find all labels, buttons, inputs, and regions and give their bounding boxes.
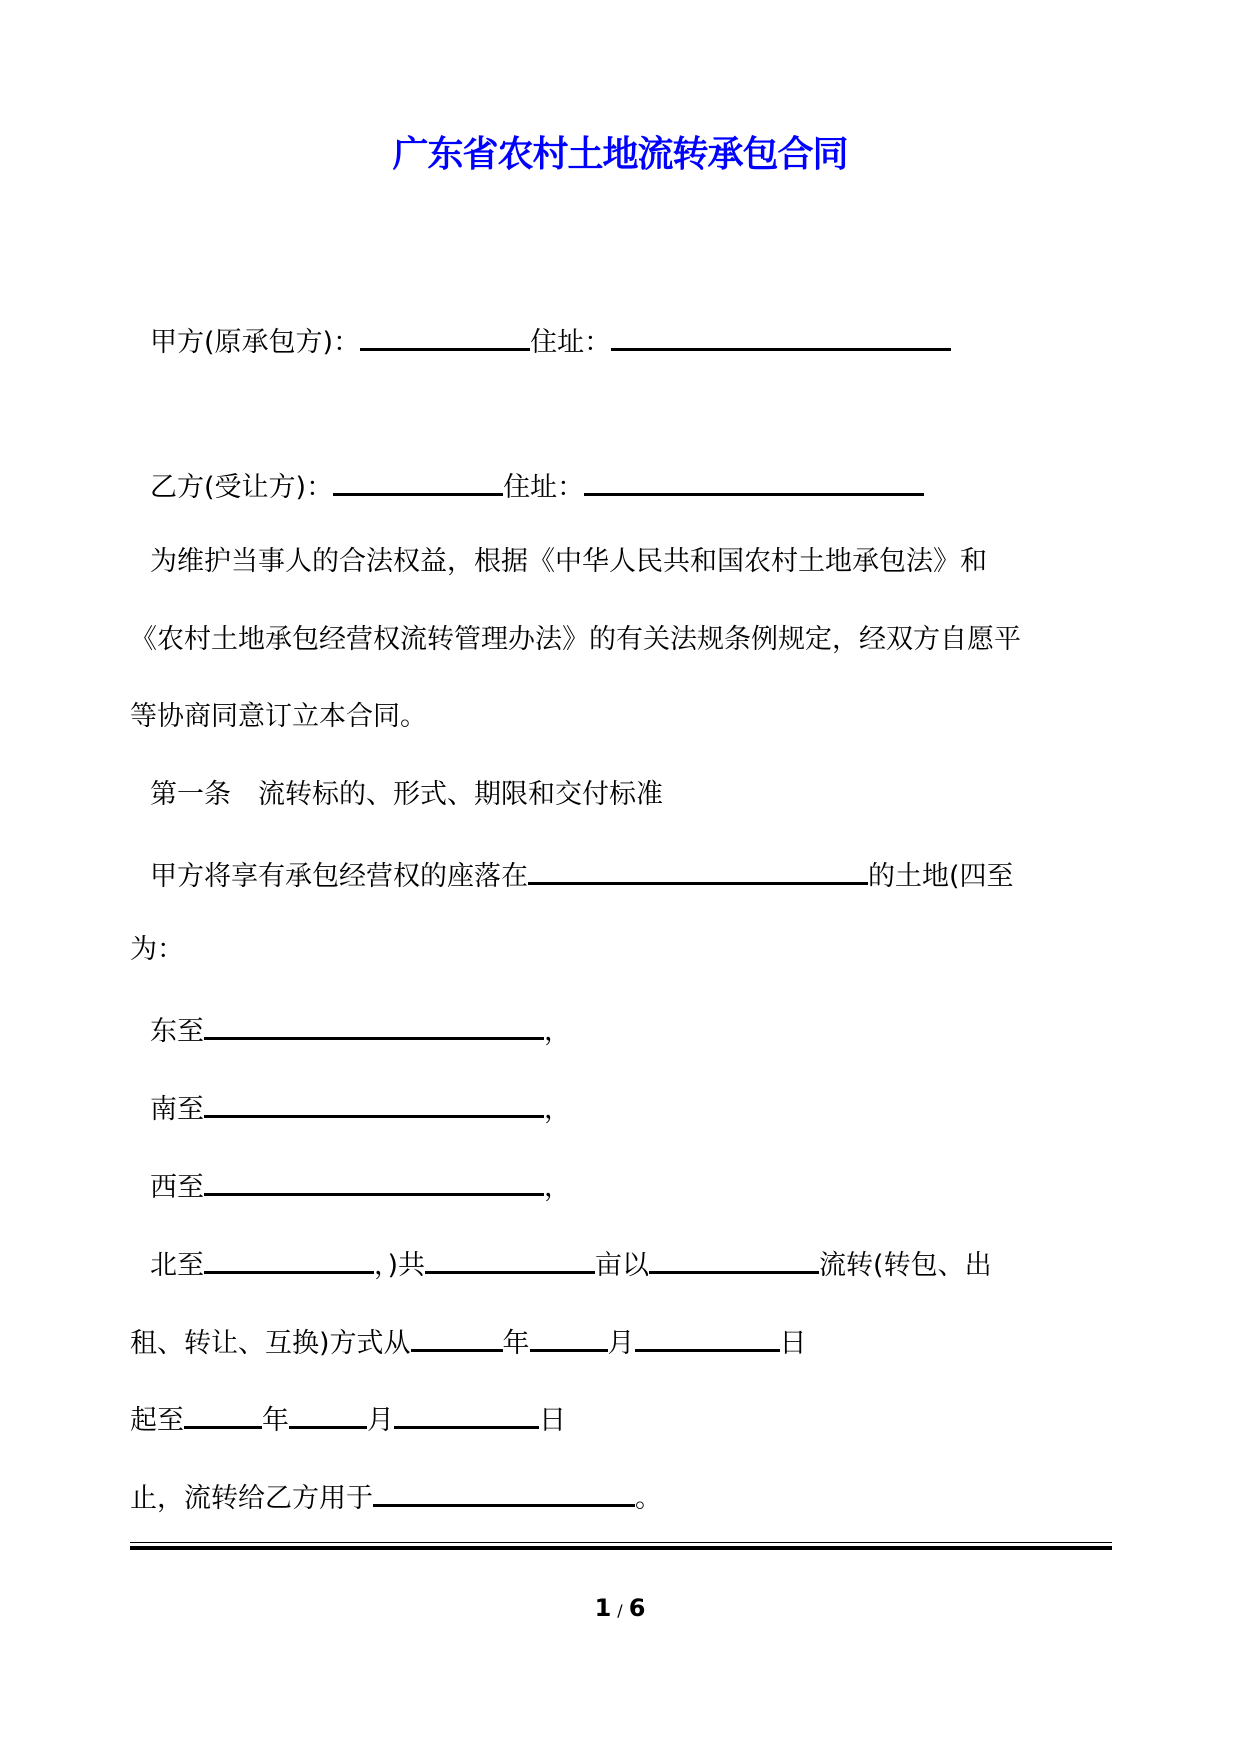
west-label: 西至 (150, 1172, 204, 1203)
footer-rule-thick (130, 1546, 1112, 1550)
end-day-field[interactable] (394, 1397, 539, 1429)
start-year-label: 年 (502, 1328, 530, 1359)
footer-rule-thin (130, 1542, 1112, 1543)
end-month-label: 月 (367, 1405, 394, 1436)
current-page: 1 (594, 1594, 612, 1622)
party-a-name-field[interactable] (360, 319, 530, 351)
north-after: ，)共 (374, 1250, 426, 1281)
start-date-line (130, 1320, 807, 1364)
end-date-line (130, 1397, 566, 1441)
party-a-label: 甲方(原承包方)： (150, 327, 361, 358)
west-field[interactable] (204, 1164, 544, 1196)
end-year-label: 年 (262, 1405, 289, 1436)
east-line (150, 1008, 571, 1052)
page-separator: / (617, 1601, 623, 1620)
location-prefix: 甲方将享有承包经营权的座落在 (150, 861, 528, 892)
page-number (0, 1594, 1240, 1622)
transfer-method-field[interactable] (649, 1242, 819, 1274)
party-b-label: 乙方(受让方)： (150, 472, 334, 503)
location-field[interactable] (528, 853, 868, 885)
party-b-line (150, 464, 924, 508)
east-comma: ， (544, 1016, 571, 1047)
start-month-field[interactable] (530, 1320, 608, 1352)
south-comma: ， (544, 1094, 571, 1125)
location-line (150, 853, 1014, 897)
west-comma: ， (544, 1172, 571, 1203)
north-field[interactable] (204, 1242, 374, 1274)
north-line (150, 1242, 992, 1286)
area-mu-field[interactable] (425, 1242, 595, 1274)
party-b-address-field[interactable] (584, 464, 924, 496)
south-label: 南至 (150, 1094, 204, 1125)
document-title: 广东省农村土地流转承包合同 (392, 134, 848, 175)
purpose-period: 。 (635, 1483, 662, 1514)
location-suffix: 的土地(四至 (868, 861, 1014, 892)
party-a-line (150, 319, 951, 363)
intro-line-2: 《农村土地承包经营权流转管理办法》的有关法规条例规定，经双方自愿平 (130, 624, 1021, 655)
west-line (150, 1164, 571, 1208)
east-field[interactable] (204, 1008, 544, 1040)
party-a-address-field[interactable] (611, 319, 951, 351)
mu-label: 亩以 (595, 1250, 650, 1281)
party-a-address-label: 住址： (530, 327, 612, 358)
east-label: 东至 (150, 1016, 204, 1047)
start-month-label: 月 (607, 1328, 635, 1359)
intro-line-3: 等协商同意订立本合同。 (130, 701, 427, 732)
north-label: 北至 (150, 1250, 204, 1281)
until-label: 起至 (130, 1405, 184, 1436)
purpose-line (130, 1475, 662, 1519)
end-day-label: 日 (539, 1405, 566, 1436)
start-year-field[interactable] (411, 1320, 503, 1352)
party-b-name-field[interactable] (333, 464, 503, 496)
south-field[interactable] (204, 1086, 544, 1118)
transfer-label: 流转(转包、出 (819, 1250, 992, 1281)
methods-text: 租、转让、互换)方式从 (130, 1328, 411, 1359)
article-1-heading: 第一条 流转标的、形式、期限和交付标准 (150, 779, 663, 810)
start-day-field[interactable] (635, 1320, 780, 1352)
intro-line-1: 为维护当事人的合法权益，根据《中华人民共和国农村土地承包法》和 (150, 546, 987, 577)
total-pages: 6 (628, 1594, 646, 1622)
south-line (150, 1086, 571, 1130)
stop-text: 止，流转给乙方用于 (130, 1483, 373, 1514)
end-year-field[interactable] (184, 1397, 262, 1429)
party-b-address-label: 住址： (503, 472, 585, 503)
boundary-intro: 为： (130, 934, 184, 965)
start-day-label: 日 (779, 1328, 807, 1359)
purpose-field[interactable] (373, 1475, 635, 1507)
end-month-field[interactable] (289, 1397, 367, 1429)
